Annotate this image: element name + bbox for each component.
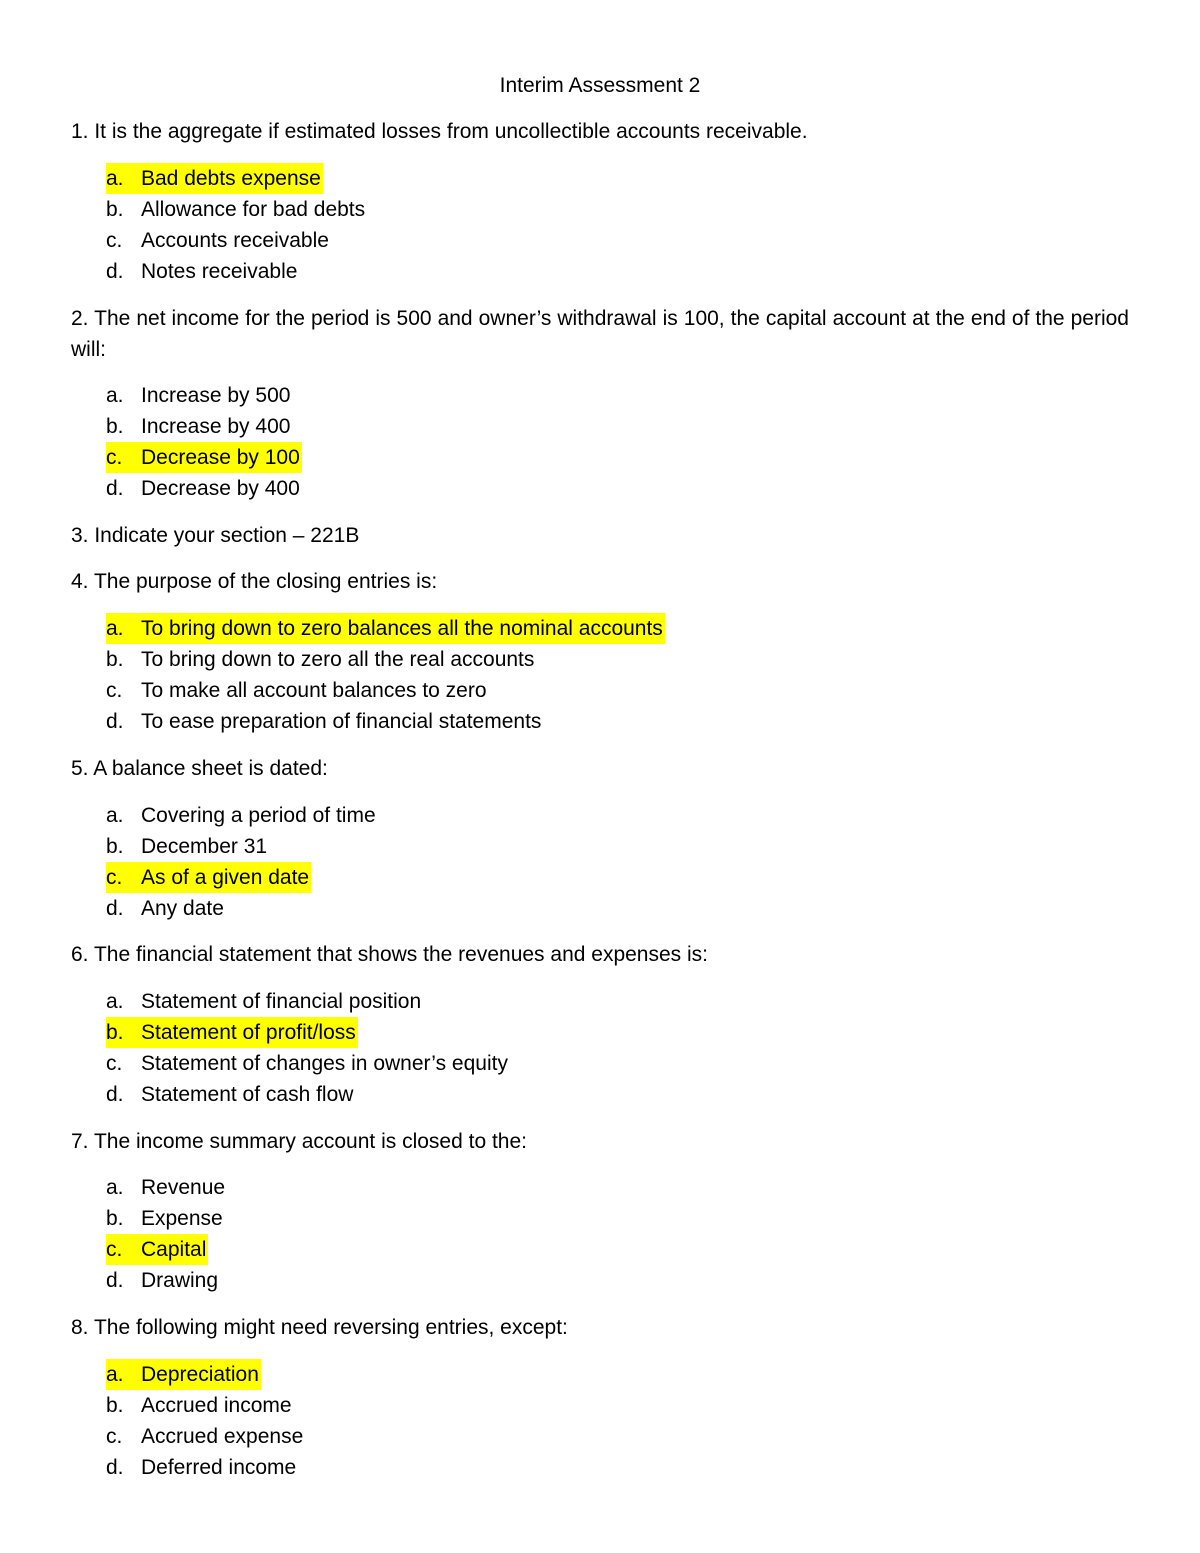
question-5: 5. A balance sheet is dated: [71,757,328,780]
option-text: Capital [141,1238,207,1261]
option-letter: d. [106,710,124,733]
question-8: 8. The following might need reversing entries, except: [71,1316,568,1339]
q6-option-c [106,1048,508,1079]
q8-option-b [106,1390,292,1421]
option-text: Increase by 400 [141,415,291,438]
option-text: To make all account balances to zero [141,679,487,702]
option-letter: a. [106,167,124,190]
option-text: Expense [141,1207,223,1230]
q5-option-d [106,893,224,924]
option-letter: c. [106,229,123,252]
option-letter: b. [106,835,124,858]
question-2: 2. The net income for the period is 500 and owner’s withdrawal is 100, the capital account at the end of the period will: [71,307,1129,361]
option-text: Depreciation [141,1363,259,1386]
q8-option-a-answer [106,1359,261,1390]
option-text: Accrued income [141,1394,292,1417]
option-text: Deferred income [141,1456,297,1479]
q1-option-c [106,225,329,256]
option-letter: c. [106,679,123,702]
question-4: 4. The purpose of the closing entries is: [71,570,438,593]
option-text: Statement of cash flow [141,1083,354,1106]
option-letter: a. [106,990,124,1013]
option-letter: d. [106,1269,124,1292]
option-text: Statement of changes in owner’s equity [141,1052,508,1075]
q2-option-c-answer [106,442,302,473]
q2-option-a [106,380,290,411]
option-text: Revenue [141,1176,226,1199]
option-letter: a. [106,617,124,640]
option-letter: c. [106,1052,123,1075]
option-letter: b. [106,198,124,221]
option-letter: d. [106,260,124,283]
question-7: 7. The income summary account is closed to the: [71,1130,527,1153]
option-letter: d. [106,477,124,500]
option-text: Covering a period of time [141,804,376,827]
option-letter: b. [106,1394,124,1417]
option-text: Notes receivable [141,260,298,283]
option-text: Statement of profit/loss [141,1021,356,1044]
question-1: 1. It is the aggregate if estimated losses from uncollectible accounts receivable. [71,120,808,143]
q6-option-b-answer [106,1017,358,1048]
q8-option-d [106,1452,296,1483]
option-text: December 31 [141,835,268,858]
option-letter: b. [106,1207,124,1230]
option-letter: a. [106,384,124,407]
option-text: To ease preparation of financial statements [141,710,542,733]
option-letter: c. [106,866,123,889]
q2-option-b [106,411,290,442]
q1-option-a-answer [106,163,323,194]
option-letter: d. [106,1083,124,1106]
q7-option-a [106,1172,225,1203]
option-letter: c. [106,446,123,469]
option-text: Any date [141,897,224,920]
option-letter: d. [106,897,124,920]
option-letter: c. [106,1425,123,1448]
q1-option-d [106,256,297,287]
option-text: As of a given date [141,866,310,889]
option-letter: b. [106,1021,124,1044]
q4-option-a-answer [106,613,665,644]
q8-option-c [106,1421,303,1452]
q4-option-d [106,706,541,737]
option-letter: a. [106,1176,124,1199]
option-text: Statement of financial position [141,990,422,1013]
q7-option-c-answer [106,1234,208,1265]
option-letter: c. [106,1238,123,1261]
option-text: Drawing [141,1269,219,1292]
option-letter: b. [106,648,124,671]
q7-option-b [106,1203,223,1234]
option-letter: b. [106,415,124,438]
option-letter: a. [106,1363,124,1386]
q2-option-d [106,473,300,504]
option-text: Decrease by 100 [141,446,300,469]
option-text: To bring down to zero all the real accounts [141,648,535,671]
q4-option-b [106,644,534,675]
option-text: Allowance for bad debts [141,198,366,221]
q6-option-a [106,986,421,1017]
page-title: Interim Assessment 2 [499,74,701,97]
option-letter: d. [106,1456,124,1479]
option-text: Accrued expense [141,1425,304,1448]
q6-option-d [106,1079,353,1110]
q7-option-d [106,1265,218,1296]
option-text: Accounts receivable [141,229,329,252]
q1-option-b [106,194,365,225]
question-6: 6. The financial statement that shows the revenues and expenses is: [71,943,708,966]
option-letter: a. [106,804,124,827]
q5-option-b [106,831,267,862]
q5-option-c-answer [106,862,311,893]
option-text: Decrease by 400 [141,477,300,500]
option-text: Bad debts expense [141,167,321,190]
option-text: Increase by 500 [141,384,291,407]
q4-option-c [106,675,487,706]
question-3: 3. Indicate your section – 221B [71,524,360,547]
q5-option-a [106,800,376,831]
option-text: To bring down to zero balances all the nominal accounts [141,617,663,640]
